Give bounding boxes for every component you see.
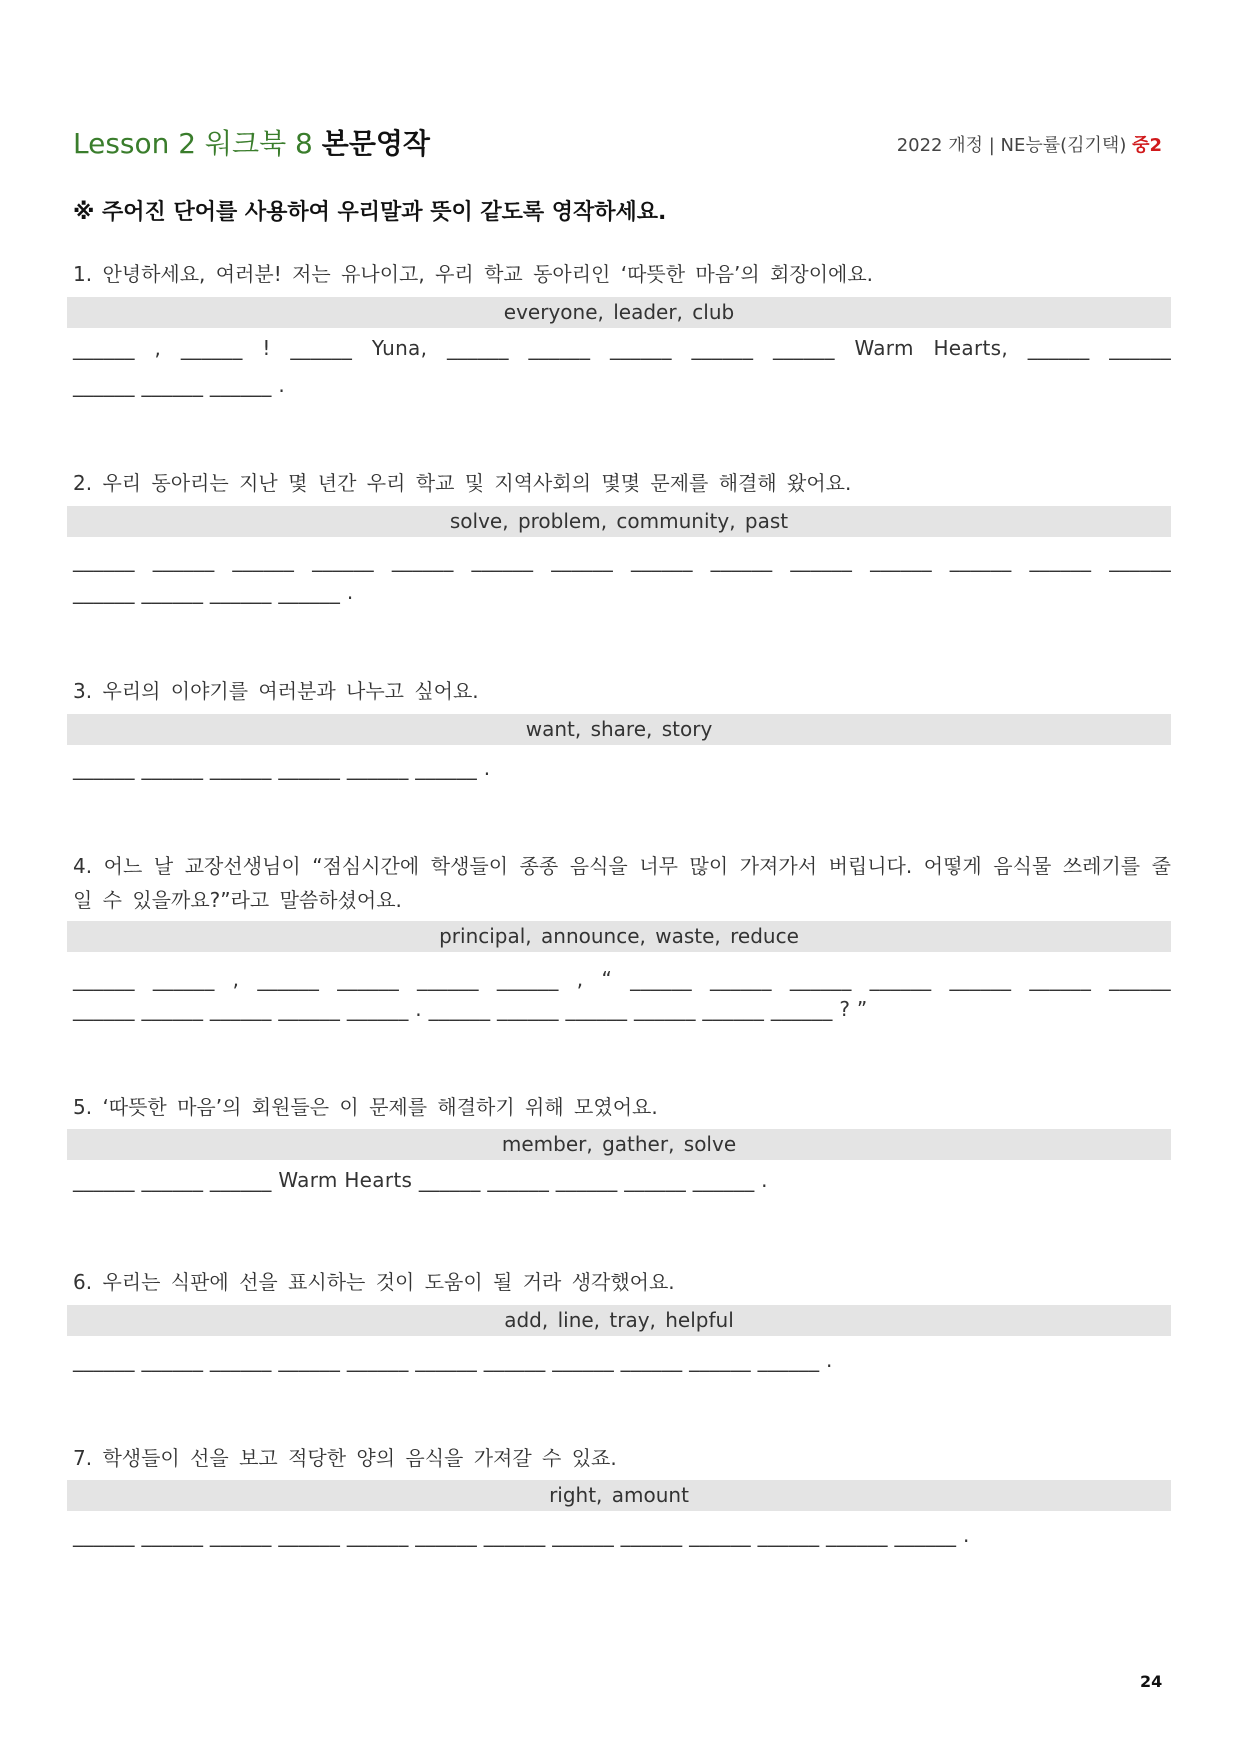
answer-line[interactable]: ______ , ______ ! ______ Yuna, ______ ______ ______ ______ ______ Warm Hearts, ______ ______ [73,336,1171,360]
publisher-label: 2022 개정 | NE능률(김기택) [896,135,1127,156]
question-prompt: 6. 우리는 식판에 선을 표시하는 것이 도움이 될 거라 생각했어요. [73,1270,675,1294]
question-prompt: 1. 안녕하세요, 여러분! 저는 유나이고, 우리 학교 동아리인 ‘따뜻한 마음’의 회장이에요. [73,262,874,286]
question-prompt: 5. ‘따뜻한 마음’의 회원들은 이 문제를 해결하기 위해 모였어요. [73,1095,658,1119]
answer-line[interactable]: ______ ______ ______ ______ . [73,580,354,604]
answer-line[interactable]: ______ ______ ______ Warm Hearts ______ ______ ______ ______ ______ . [73,1168,768,1192]
word-hint-box: want, share, story [67,714,1171,745]
answer-line[interactable]: ______ ______ ______ ______ ______ ______ ______ ______ ______ ______ ______ . [73,1348,833,1372]
page-number: 24 [1140,1672,1163,1691]
answer-line[interactable]: ______ ______ ______ ______ ______ ______ ______ ______ ______ ______ ______ ______ ______ . [73,1523,970,1547]
grade-label: 중2 [1132,135,1162,156]
question-prompt: 4. 어느 날 교장선생님이 “점심시간에 학생들이 종종 음식을 너무 많이 가져가서 버립니다. 어떻게 음식물 쓰레기를 줄일 수 있을까요?”라고 말씀하셨어요. [73,854,1171,912]
word-hint-box: solve, problem, community, past [67,506,1171,537]
word-hint-box: add, line, tray, helpful [67,1305,1171,1336]
word-hint-box: right, amount [67,1480,1171,1511]
word-hint-box: principal, announce, waste, reduce [67,921,1171,952]
instruction: ※ 주어진 단어를 사용하여 우리말과 뜻이 같도록 영작하세요. [73,200,667,225]
lesson-label: Lesson 2 워크북 8 [73,127,313,160]
question-prompt: 2. 우리 동아리는 지난 몇 년간 우리 학교 및 지역사회의 몇몇 문제를 해결해 왔어요. [73,471,852,495]
curriculum-info [897,131,1162,157]
answer-line[interactable]: ______ ______ ______ ______ ______ ______ . [73,756,491,780]
answer-line[interactable]: ______ ______ ______ . [73,373,286,397]
question-prompt: 7. 학생들이 선을 보고 적당한 양의 음식을 가져갈 수 있죠. [73,1446,617,1470]
section-label: 본문영작 [321,127,430,160]
answer-line[interactable]: ______ ______ , ______ ______ ______ ______ , “ ______ ______ ______ ______ ______ ______ ______ [73,967,1171,991]
word-hint-box: everyone, leader, club [67,297,1171,328]
question-prompt: 3. 우리의 이야기를 여러분과 나누고 싶어요. [73,679,479,703]
worksheet-title [73,122,430,162]
answer-line[interactable]: ______ ______ ______ ______ ______ ______ ______ ______ ______ ______ ______ ______ ______ ______ [73,548,1171,572]
answer-line[interactable]: ______ ______ ______ ______ ______ . ______ ______ ______ ______ ______ ______ ? ” [73,997,868,1021]
word-hint-box: member, gather, solve [67,1129,1171,1160]
